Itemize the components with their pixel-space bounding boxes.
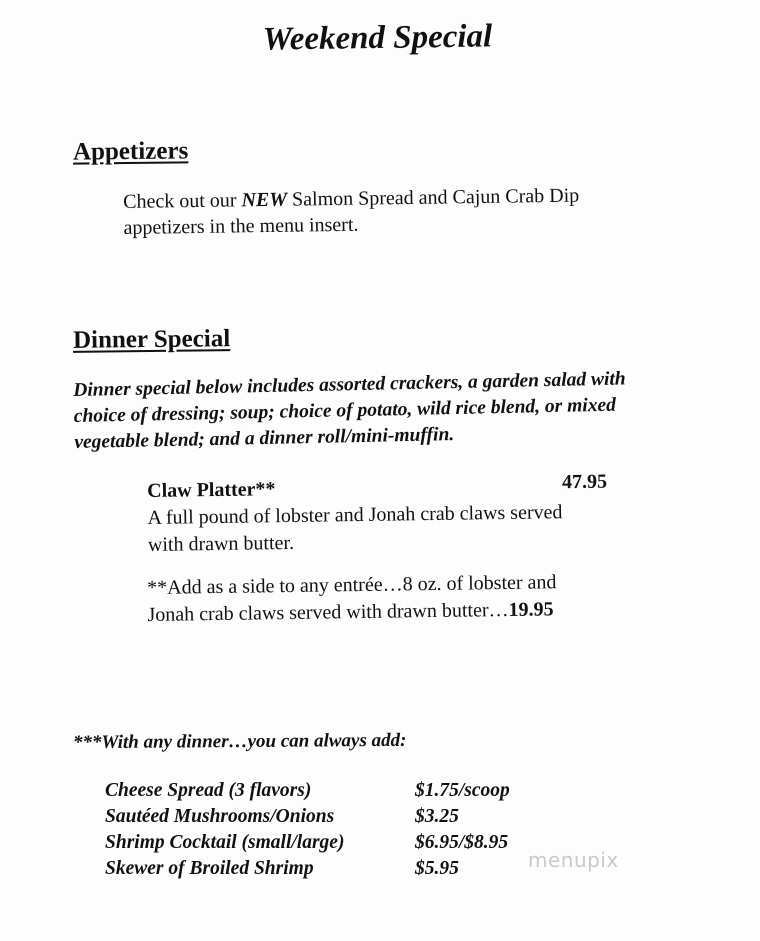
appetizers-heading: Appetizers bbox=[72, 137, 189, 166]
add-side-line1: **Add as a side to any entrée…8 oz. of lobster and bbox=[147, 571, 557, 599]
page-title bbox=[0, 15, 760, 63]
add-side-line2: Jonah crab claws served with drawn butter… bbox=[147, 598, 509, 626]
addon-row bbox=[105, 806, 545, 832]
addon-price: $6.95/$8.95 bbox=[415, 832, 509, 853]
dinner-intro-line2: choice of dressing; soup; choice of potato, wild rice blend, or mixed bbox=[73, 394, 617, 427]
addon-price: $1.75/scoop bbox=[415, 780, 510, 801]
add-side-price: 19.95 bbox=[508, 598, 554, 621]
appetizers-text-before: Check out our bbox=[123, 189, 242, 213]
addon-name: Shrimp Cocktail (small/large) bbox=[105, 832, 345, 853]
page-title-text: Weekend Special bbox=[262, 18, 493, 58]
claw-platter-desc-line1: A full pound of lobster and Jonah crab claws served bbox=[147, 501, 563, 529]
dinner-special-heading: Dinner Special bbox=[72, 325, 231, 354]
addon-name: Sautéed Mushrooms/Onions bbox=[105, 806, 335, 827]
appetizers-text-after: Salmon Spread and Cajun Crab Dip bbox=[286, 184, 580, 211]
menupix-watermark: menupix bbox=[528, 848, 619, 872]
dinner-intro-line1: Dinner special below includes assorted crackers, a garden salad with bbox=[73, 368, 626, 401]
addon-row bbox=[105, 832, 545, 858]
new-label: NEW bbox=[241, 188, 288, 212]
addon-name: Skewer of Broiled Shrimp bbox=[105, 858, 314, 879]
add-side-note bbox=[147, 568, 618, 629]
dinner-intro-line3: vegetable blend; and a dinner roll/mini-muffin. bbox=[74, 424, 455, 453]
claw-platter-item bbox=[147, 471, 618, 559]
addon-price: $5.95 bbox=[415, 858, 459, 879]
appetizers-text-line2: appetizers in the menu insert. bbox=[123, 213, 359, 239]
dinner-special-intro bbox=[73, 365, 714, 456]
claw-platter-price: 47.95 bbox=[561, 470, 608, 494]
appetizers-description bbox=[123, 182, 644, 241]
addon-price: $3.25 bbox=[415, 806, 459, 827]
addon-row bbox=[105, 858, 545, 884]
claw-platter-name: Claw Platter** bbox=[147, 478, 276, 502]
claw-platter-desc-line2: with drawn butter. bbox=[147, 531, 295, 556]
addon-name: Cheese Spread (3 flavors) bbox=[105, 780, 312, 801]
always-add-heading: ***With any dinner…you can always add: bbox=[72, 729, 407, 754]
addons-list bbox=[105, 780, 545, 884]
addon-row bbox=[105, 780, 545, 806]
